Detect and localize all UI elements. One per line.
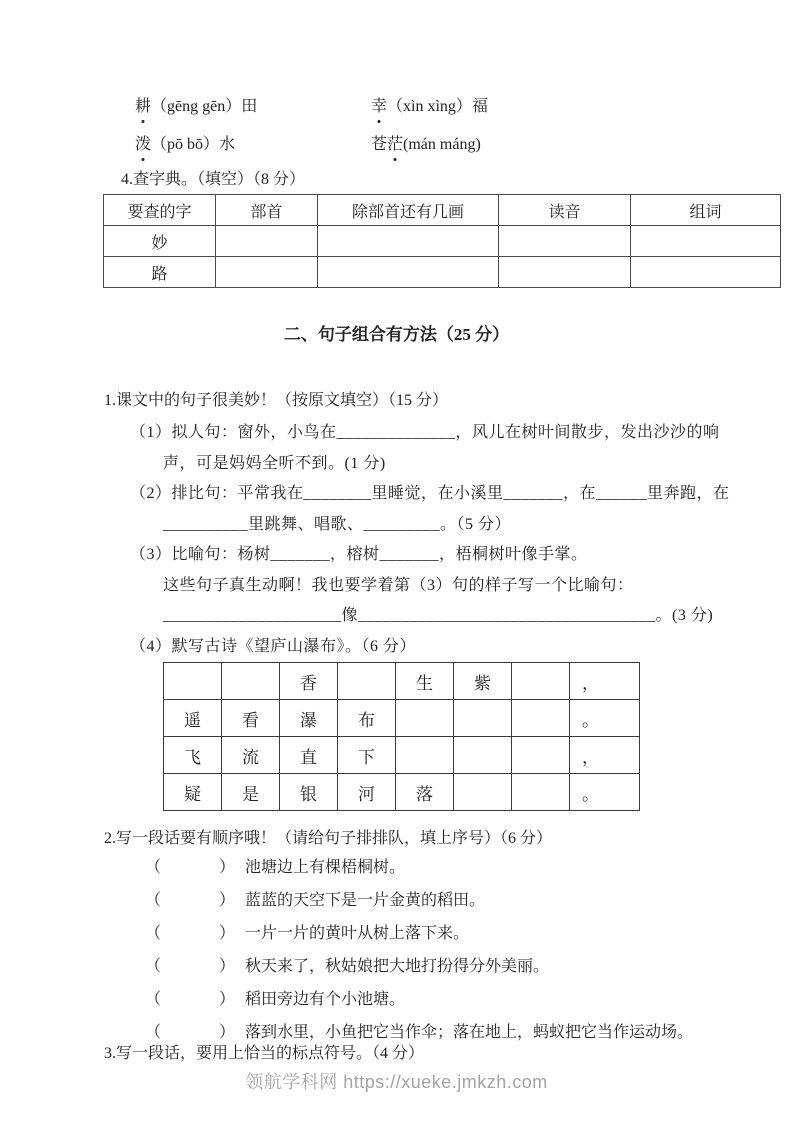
poem-cell xyxy=(454,700,512,737)
poem-cell xyxy=(164,663,222,700)
poem-cell xyxy=(454,774,512,811)
question2-label: 2.写一段话要有顺序哦！（请给句子排排队，填上序号）（6 分） xyxy=(104,830,553,847)
bracket-close: ） xyxy=(219,1024,236,1041)
lookup-cell xyxy=(216,226,318,257)
bracket-open: （ xyxy=(145,925,162,942)
bracket-close: ） xyxy=(219,991,236,1008)
pinyin-options: （xìn xìng）福 xyxy=(387,98,488,115)
ordering-item xyxy=(145,884,693,917)
ordering-item-text: 蓝蓝的天空下是一片金黄的稻田。 xyxy=(245,892,486,909)
pinyin-item xyxy=(135,96,371,118)
ordering-item xyxy=(145,950,693,983)
poem-cell: 遥 xyxy=(164,700,222,737)
lookup-cell xyxy=(499,257,631,288)
poem-cell: 落 xyxy=(396,774,454,811)
answer-blank xyxy=(161,983,219,1016)
poem-cell: 银 xyxy=(280,774,338,811)
answer-blank xyxy=(161,950,219,983)
lookup-header-cell: 要查的字 xyxy=(104,195,216,226)
poem-cell xyxy=(338,663,396,700)
lookup-header-cell: 读音 xyxy=(499,195,631,226)
question2-items xyxy=(145,851,693,1049)
poem-cell: 直 xyxy=(280,737,338,774)
poem-cell xyxy=(512,663,570,700)
fill-in-line: （3）比喻句：杨树_______，榕树_______，梧桐树叶像手掌。 xyxy=(130,546,588,563)
fill-in-line: 声，可是妈妈全听不到。(1 分) xyxy=(163,454,386,472)
lookup-cell xyxy=(631,257,781,288)
poem-cell xyxy=(512,737,570,774)
poem-cell: 河 xyxy=(338,774,396,811)
lookup-cell xyxy=(318,257,499,288)
bracket-close: ） xyxy=(219,892,236,909)
bracket-close: ） xyxy=(219,958,236,975)
ordering-item-text: 落到水里，小鱼把它当作伞；落在地上，蚂蚁把它当作运动场。 xyxy=(245,1024,694,1041)
fill-in-line: （1）拟人句：窗外，小鸟在______________，风儿在树叶间散步，发出沙沙的响 xyxy=(130,424,720,441)
question1-lines xyxy=(0,418,793,662)
lookup-header-cell: 部首 xyxy=(216,195,318,226)
bracket-close: ） xyxy=(219,859,236,876)
pinyin-prefix-char: 苍 xyxy=(371,136,388,153)
bracket-open: （ xyxy=(145,859,162,876)
question1-label: 1.课文中的句子很美妙！（按原文填空）（15 分） xyxy=(104,392,449,409)
poem-cell: 是 xyxy=(222,774,280,811)
bracket-open: （ xyxy=(145,1024,162,1041)
poem-cell: 生 xyxy=(396,663,454,700)
ordering-item-text: 一片一片的黄叶从树上落下来。 xyxy=(245,925,470,942)
pinyin-choice-block xyxy=(135,96,488,156)
poem-row xyxy=(164,737,640,774)
lookup-header-row xyxy=(104,195,781,226)
lookup-cell xyxy=(318,226,499,257)
pinyin-dotted-char: 茫 xyxy=(387,134,403,156)
poem-cell: 瀑 xyxy=(280,700,338,737)
watermark-footer: 领航学科网 https://xueke.jmkzh.com xyxy=(245,1072,548,1092)
poem-row xyxy=(164,700,640,737)
lookup-cell: 路 xyxy=(104,257,216,288)
dictionary-lookup-table xyxy=(103,194,781,288)
ordering-item xyxy=(145,983,693,1016)
lookup-cell xyxy=(499,226,631,257)
pinyin-dotted-char: 耕 xyxy=(135,96,151,118)
poem-cell: 下 xyxy=(338,737,396,774)
fill-in-line: _____________________像___________________________________。(3 分) xyxy=(163,607,714,624)
poem-cell: 。 xyxy=(570,774,640,811)
question3-label: 3.写一段话，要用上恰当的标点符号。（4 分） xyxy=(104,1045,425,1062)
poem-cell: 看 xyxy=(222,700,280,737)
poem-cell: 紫 xyxy=(454,663,512,700)
bracket-open: （ xyxy=(145,892,162,909)
bracket-open: （ xyxy=(145,958,162,975)
pinyin-options: （pō bō）水 xyxy=(151,136,236,153)
poem-row xyxy=(164,663,640,700)
lookup-cell xyxy=(216,257,318,288)
poem-cell: 流 xyxy=(222,737,280,774)
ordering-item-text: 池塘边上有棵梧桐树。 xyxy=(245,859,406,876)
poem-fill-table xyxy=(163,662,640,811)
bracket-close: ） xyxy=(219,925,236,942)
answer-blank xyxy=(161,851,219,884)
poem-cell: 飞 xyxy=(164,737,222,774)
fill-in-line: 这些句子真生动啊！我也要学着第（3）句的样子写一个比喻句： xyxy=(163,576,634,594)
poem-cell: 香 xyxy=(280,663,338,700)
ordering-item-text: 稻田旁边有个小池塘。 xyxy=(245,991,406,1008)
pinyin-options: （gēng gēn）田 xyxy=(151,98,258,115)
poem-row xyxy=(164,774,640,811)
poem-cell: ， xyxy=(570,663,640,700)
poem-cell: ， xyxy=(570,737,640,774)
poem-cell xyxy=(396,737,454,774)
pinyin-options: (mán máng) xyxy=(403,136,481,153)
answer-blank xyxy=(161,917,219,950)
pinyin-dotted-char: 泼 xyxy=(135,134,151,156)
poem-cell xyxy=(512,700,570,737)
ordering-item xyxy=(145,851,693,884)
section2-title: 二、句子组合有方法（25 分） xyxy=(283,325,510,344)
pinyin-item xyxy=(371,96,488,118)
fill-in-line: （4）默写古诗《望庐山瀑布》。（6 分） xyxy=(130,637,417,655)
poem-cell xyxy=(396,700,454,737)
answer-blank xyxy=(161,884,219,917)
ordering-item-text: 秋天来了，秋姑娘把大地打扮得分外美丽。 xyxy=(245,958,550,975)
poem-cell: 布 xyxy=(338,700,396,737)
pinyin-item xyxy=(135,134,371,156)
lookup-header-cell: 组词 xyxy=(631,195,781,226)
poem-cell: 疑 xyxy=(164,774,222,811)
fill-in-line: __________里跳舞、唱歌、_________。（5 分） xyxy=(163,515,512,533)
poem-cell xyxy=(454,737,512,774)
lookup-header-cell: 除部首还有几画 xyxy=(318,195,499,226)
ordering-item xyxy=(145,917,693,950)
pinyin-item xyxy=(371,134,488,156)
lookup-cell: 妙 xyxy=(104,226,216,257)
lookup-cell xyxy=(631,226,781,257)
bracket-open: （ xyxy=(145,991,162,1008)
pinyin-dotted-char: 幸 xyxy=(371,96,387,118)
poem-cell xyxy=(512,774,570,811)
question4-label: 4.查字典。（填空）（8 分） xyxy=(121,171,306,188)
poem-cell: 。 xyxy=(570,700,640,737)
lookup-row xyxy=(104,226,781,257)
poem-cell xyxy=(222,663,280,700)
fill-in-line: （2）排比句：平常我在________里睡觉，在小溪里_______，在______里奔跑，在 xyxy=(130,485,730,502)
lookup-row xyxy=(104,257,781,288)
